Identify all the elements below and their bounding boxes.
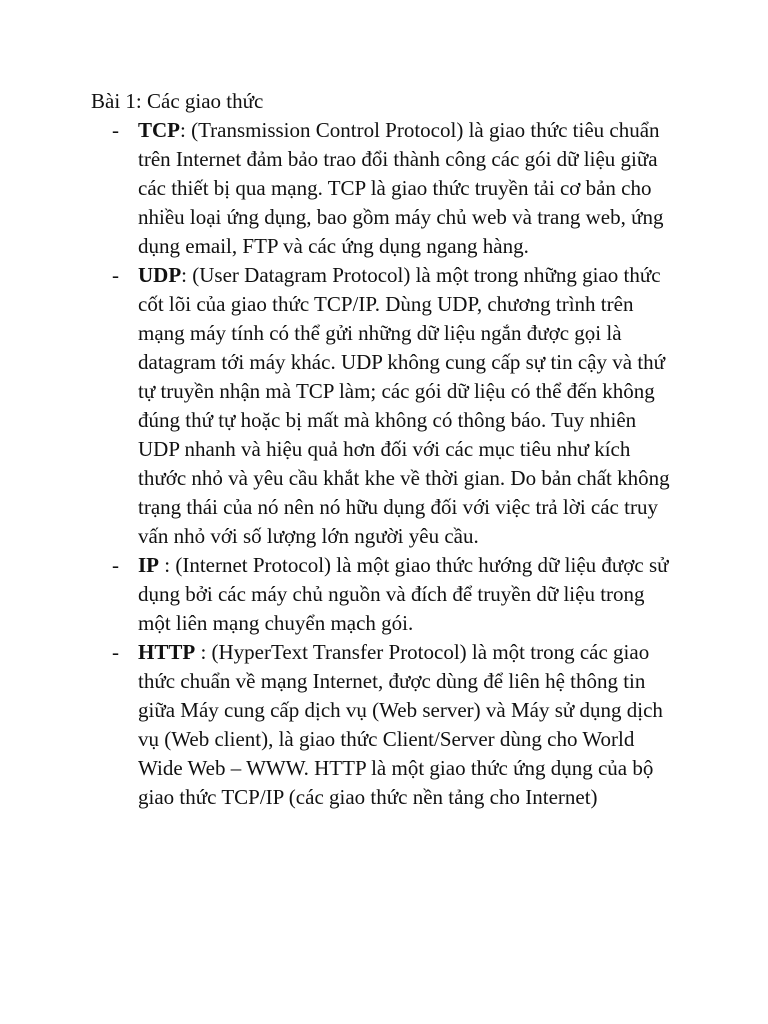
list-bullet: - [112,118,119,142]
description-http: : (HyperText Transfer Protocol) là một trong các giao thức chuẩn về mạng Internet, được dùng để liên hệ thông tin giữa Máy cung cấp dịch vụ (Web server) và Máy sử dụng dịch vụ (Web client), là giao thức Client/Server dùng cho World Wide Web – WWW. HTTP là một giao thức ứng dụng của bộ giao thức TCP/IP (các giao thức nền tảng cho Internet) [138,640,663,809]
list-item-http [0,638,678,812]
description-ip: : (Internet Protocol) là một giao thức hướng dữ liệu được sử dụng bởi các máy chủ nguồn và đích để truyền dữ liệu trong một liên mạng chuyển mạch gói. [138,553,669,635]
description-tcp: : (Transmission Control Protocol) là giao thức tiêu chuẩn trên Internet đảm bảo trao đổi thành công các gói dữ liệu giữa các thiết bị qua mạng. TCP là giao thức truyền tải cơ bản cho nhiều loại ứng dụng, bao gồm máy chủ web và trang web, ứng dụng email, FTP và các ứng dụng ngang hàng. [138,118,664,258]
list-bullet: - [112,263,119,287]
list-item-ip [0,551,678,638]
list-bullet: - [112,553,119,577]
page-heading: Bài 1: Các giao thức [91,89,264,113]
list-bullet: - [112,640,119,664]
description-udp: : (User Datagram Protocol) là một trong những giao thức cốt lõi của giao thức TCP/IP. Dùng UDP, chương trình trên mạng máy tính có thể gửi những dữ liệu ngắn được gọi là datagram tới máy khác. UDP không cung cấp sự tin cậy và thứ tự truyền nhận mà TCP làm; các gói dữ liệu có thể đến không đúng thứ tự hoặc bị mất mà không có thông báo. Tuy nhiên UDP nhanh và hiệu quả hơn đối với các mục tiêu như kích thước nhỏ và yêu cầu khắt khe về thời gian. Do bản chất không trạng thái của nó nên nó hữu dụng đối với việc trả lời các truy vấn nhỏ với số lượng lớn người yêu cầu. [138,263,670,548]
term-udp: UDP [138,263,182,287]
protocol-list [0,116,768,812]
term-tcp: TCP [138,118,180,142]
list-item-udp [0,261,678,551]
list-item-tcp [0,116,678,261]
term-ip: IP [138,553,159,577]
term-http: HTTP [138,640,196,664]
